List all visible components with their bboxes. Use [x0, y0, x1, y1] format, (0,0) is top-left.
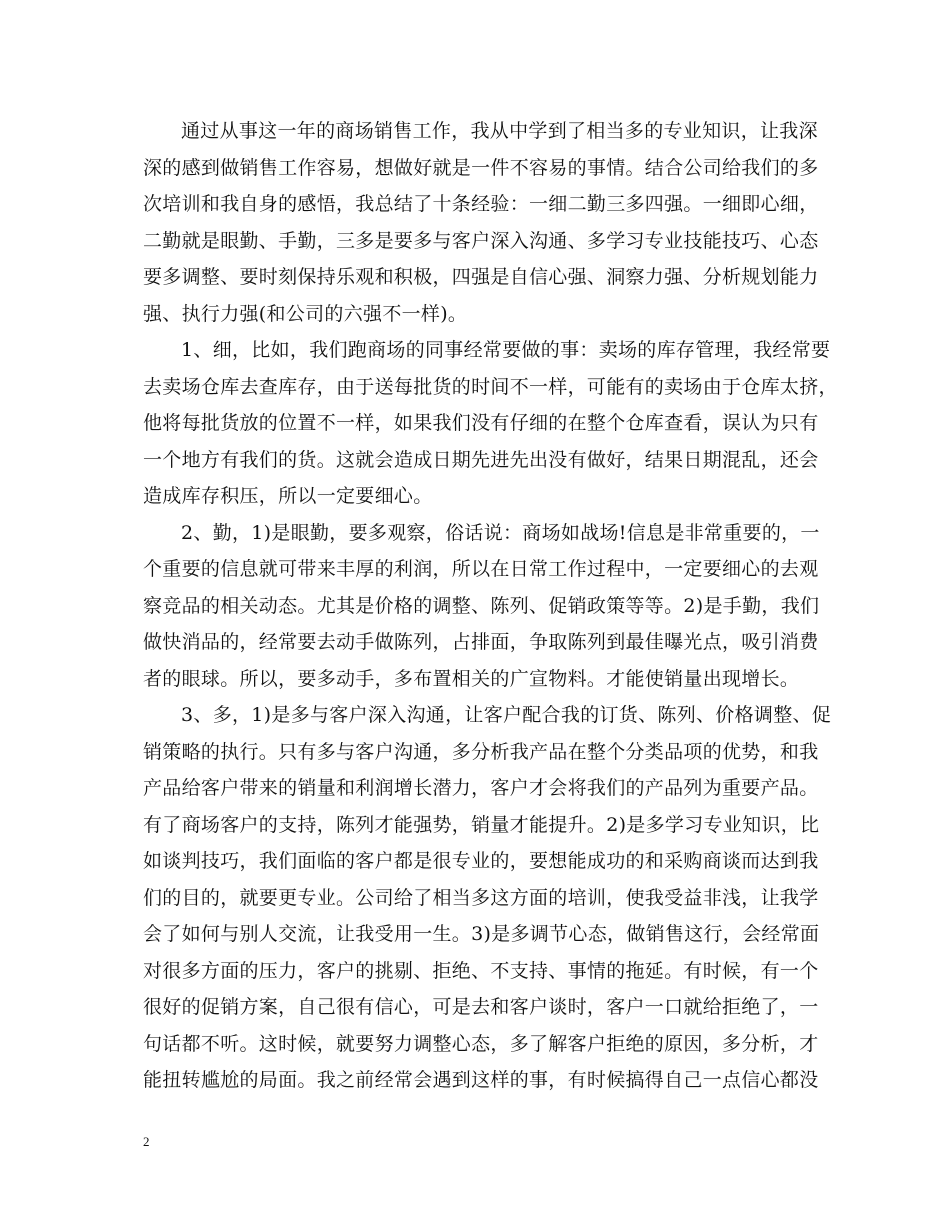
text-line: 造成库存积压，所以一定要细心。	[143, 485, 433, 507]
text-line: 对很多方面的压力，客户的挑剔、拒绝、不支持、事情的拖延。有时候，有一个	[143, 959, 819, 982]
text-line: 察竞品的相关动态。尤其是价格的调整、陈列、促销政策等等。2)是手勤，我们	[143, 594, 820, 617]
text-line: 他将每批货放的位置不一样，如果我们没有仔细的在整个仓库查看，误认为只有	[143, 412, 819, 434]
text-line: 句话都不听。这时候，就要努力调整心态，多了解客户拒绝的原因，多分析，才	[143, 1032, 819, 1055]
text-line: 通过从事这一年的商场销售工作，我从中学到了相当多的专业知识，让我深	[181, 120, 818, 142]
text-line: 者的眼球。所以，要多动手，多布置相关的广宣物料。才能使销量出现增长。	[143, 667, 800, 690]
paragraph-intro	[143, 113, 819, 332]
text-line: 去卖场仓库去查库存，由于送每批货的时间不一样，可能有的卖场由于仓库太挤，	[143, 375, 838, 398]
text-line: 2、勤，1)是眼勤，要多观察，俗话说：商场如战场!信息是非常重要的，一	[181, 521, 820, 544]
text-line: 个重要的信息就可带来丰厚的利润，所以在日常工作过程中，一定要细心的去观	[143, 558, 819, 580]
text-line: 如谈判技巧，我们面临的客户都是很专业的，要想能成功的和采购商谈而达到我	[143, 850, 819, 872]
text-line: 3、多，1)是多与客户深入沟通，让客户配合我的订货、陈列、价格调整、促	[181, 704, 832, 726]
paragraph-careful	[143, 332, 838, 515]
text-line: 很好的促销方案，自己很有信心，可是去和客户谈时，客户一口就给拒绝了，一	[143, 996, 819, 1018]
text-line: 次培训和我自身的感悟，我总结了十条经验：一细二勤三多四强。一细即心细，	[143, 193, 819, 215]
text-line: 深的感到做销售工作容易，想做好就是一件不容易的事情。结合公司给我们的多	[143, 156, 819, 179]
text-line: 强、执行力强(和公司的六强不一样)。	[143, 302, 468, 325]
text-line: 1、细，比如，我们跑商场的同事经常要做的事：卖场的库存管理，我经常要	[181, 339, 831, 361]
text-line: 们的目的，就要更专业。公司给了相当多这方面的培训，使我受益非浅，让我学	[143, 886, 819, 909]
document-body	[143, 113, 838, 1099]
paragraph-diligent	[143, 515, 820, 698]
text-line: 一个地方有我们的货。这就会造成日期先进先出没有做好，结果日期混乱，还会	[143, 448, 819, 471]
text-line: 要多调整、要时刻保持乐观和积极，四强是自信心强、洞察力强、分析规划能力	[143, 266, 819, 288]
text-line: 产品给客户带来的销量和利润增长潜力，客户才会将我们的产品列为重要产品。	[143, 777, 819, 799]
text-line: 会了如何与别人交流，让我受用一生。3)是多调节心态，做销售这行，会经常面	[143, 923, 820, 945]
paragraph-more	[143, 697, 832, 1099]
page-number: 2	[143, 1134, 150, 1149]
text-line: 做快消品的，经常要去动手做陈列，占排面，争取陈列到最佳曝光点，吸引消费	[143, 631, 819, 653]
text-line: 销策略的执行。只有多与客户沟通，多分析我产品在整个分类品项的优势，和我	[143, 740, 819, 763]
text-line: 能扭转尴尬的局面。我之前经常会遇到这样的事，有时候搞得自己一点信心都没	[143, 1069, 819, 1091]
text-line: 二勤就是眼勤、手勤，三多是要多与客户深入沟通、多学习专业技能技巧、心态	[143, 229, 819, 252]
text-line: 有了商场客户的支持，陈列才能强势，销量才能提升。2)是多学习专业知识，比	[143, 813, 820, 836]
